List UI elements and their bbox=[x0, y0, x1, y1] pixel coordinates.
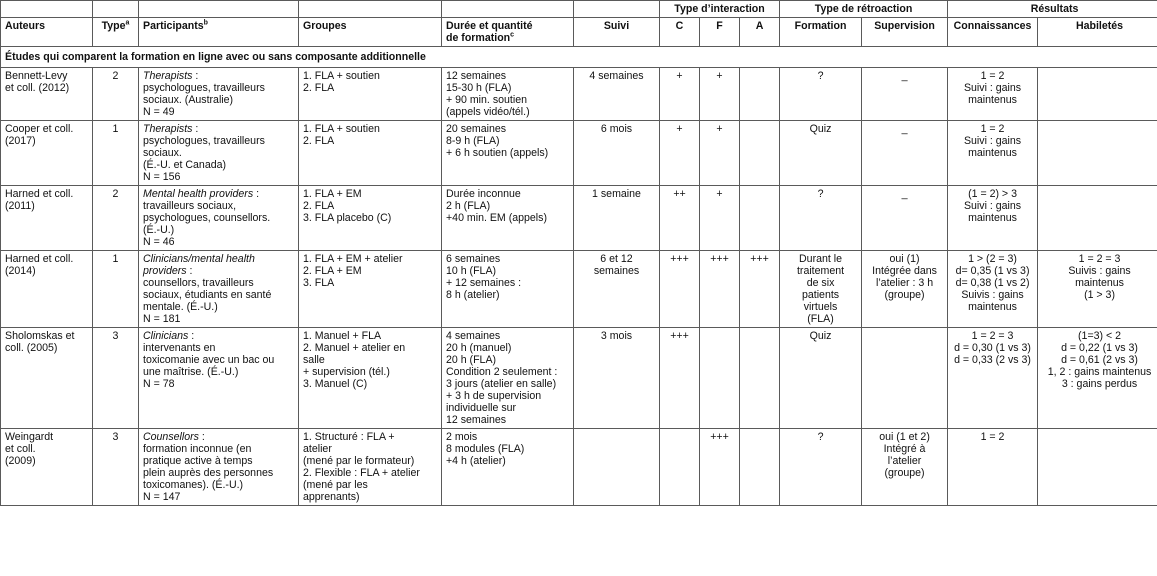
cell-connaissances: 1 = 2 Suivi : gains maintenus bbox=[948, 121, 1038, 186]
cell-type: 2 bbox=[93, 68, 139, 121]
participants-detail: travailleurs sociaux, psychologues, counsellors. (É.-U.) N = 46 bbox=[143, 200, 271, 248]
cell-suivi: 1 semaine bbox=[574, 186, 660, 251]
cell-supervision: oui (1 et 2) Intégré à l’atelier (groupe) bbox=[862, 429, 948, 506]
cell-formation: Durant le traitement de six patients virtuels (FLA) bbox=[780, 251, 862, 328]
cell-a bbox=[740, 186, 780, 251]
cell-c: +++ bbox=[660, 251, 700, 328]
cell-groupes: 1. FLA + EM + atelier 2. FLA + EM 3. FLA bbox=[299, 251, 442, 328]
table-row bbox=[1, 68, 1157, 121]
cell-habiletes: 1 = 2 = 3 Suivis : gains maintenus (1 > 3) bbox=[1038, 251, 1157, 328]
cell-participants bbox=[139, 251, 299, 328]
cell-auteurs: Cooper et coll. (2017) bbox=[1, 121, 93, 186]
col-groupes: Groupes bbox=[299, 18, 442, 47]
cell-a bbox=[740, 121, 780, 186]
participants-colon: : bbox=[192, 70, 199, 82]
col-a: A bbox=[740, 18, 780, 47]
participants-category: Mental health providers bbox=[143, 188, 254, 200]
cell-connaissances: 1 = 2 Suivi : gains maintenus bbox=[948, 68, 1038, 121]
participants-detail: formation inconnue (en pratique active à temps plein auprès des personnes toxicomanes). (É.-U.) N = 147 bbox=[143, 443, 274, 503]
participants-colon: : bbox=[188, 330, 195, 342]
cell-a: +++ bbox=[740, 251, 780, 328]
participants-colon: : bbox=[198, 431, 205, 443]
cell-c bbox=[660, 429, 700, 506]
cell-supervision: _ bbox=[862, 186, 948, 251]
cell-suivi: 4 semaines bbox=[574, 68, 660, 121]
cell-f: + bbox=[700, 121, 740, 186]
cell-formation: ? bbox=[780, 68, 862, 121]
cell-auteurs: Harned et coll. (2014) bbox=[1, 251, 93, 328]
cell-f bbox=[700, 328, 740, 429]
header-results: Résultats bbox=[948, 1, 1157, 18]
col-auteurs: Auteurs bbox=[1, 18, 93, 47]
table-row bbox=[1, 186, 1157, 251]
cell-suivi: 3 mois bbox=[574, 328, 660, 429]
cell-participants bbox=[139, 121, 299, 186]
cell-c: + bbox=[660, 68, 700, 121]
cell-habiletes bbox=[1038, 121, 1157, 186]
cell-a bbox=[740, 429, 780, 506]
cell-type: 3 bbox=[93, 429, 139, 506]
participants-detail: psychologues, travailleurs sociaux. (É.-U. et Canada) N = 156 bbox=[143, 135, 265, 183]
cell-duree: 20 semaines 8-9 h (FLA) + 6 h soutien (appels) bbox=[442, 121, 574, 186]
cell-connaissances: 1 > (2 = 3) d= 0,35 (1 vs 3) d= 0,38 (1 vs 2) Suivis : gains maintenus bbox=[948, 251, 1038, 328]
cell-participants bbox=[139, 328, 299, 429]
cell-formation: ? bbox=[780, 186, 862, 251]
cell-habiletes: (1=3) < 2 d = 0,22 (1 vs 3) d = 0,61 (2 vs 3) 1, 2 : gains maintenus 3 : gains perdus bbox=[1038, 328, 1157, 429]
cell-supervision: _ bbox=[862, 68, 948, 121]
participants-category: Therapists bbox=[143, 123, 193, 135]
cell-c: +++ bbox=[660, 328, 700, 429]
cell-participants bbox=[139, 186, 299, 251]
participants-category: Clinicians bbox=[143, 330, 189, 342]
cell-type: 1 bbox=[93, 121, 139, 186]
cell-connaissances: 1 = 2 bbox=[948, 429, 1038, 506]
cell-auteurs: Harned et coll. (2011) bbox=[1, 186, 93, 251]
col-f: F bbox=[700, 18, 740, 47]
cell-groupes: 1. FLA + EM 2. FLA 3. FLA placebo (C) bbox=[299, 186, 442, 251]
cell-habiletes bbox=[1038, 429, 1157, 506]
header-feedback-type: Type de rétroaction bbox=[780, 1, 948, 18]
section-title: Études qui comparent la formation en ligne avec ou sans composante additionnelle bbox=[1, 47, 1157, 68]
cell-f: + bbox=[700, 68, 740, 121]
cell-groupes: 1. Structuré : FLA + atelier (mené par le formateur) 2. Flexible : FLA + atelier (mené par les apprenants) bbox=[299, 429, 442, 506]
participants-colon: : bbox=[186, 265, 193, 277]
header-column-row bbox=[1, 18, 1157, 47]
cell-suivi: 6 mois bbox=[574, 121, 660, 186]
cell-f: +++ bbox=[700, 251, 740, 328]
cell-habiletes bbox=[1038, 68, 1157, 121]
cell-connaissances: 1 = 2 = 3 d = 0,30 (1 vs 3) d = 0,33 (2 vs 3) bbox=[948, 328, 1038, 429]
cell-groupes: 1. FLA + soutien 2. FLA bbox=[299, 121, 442, 186]
cell-participants bbox=[139, 429, 299, 506]
cell-c: ++ bbox=[660, 186, 700, 251]
participants-detail: counsellors, travailleurs sociaux, étudiants en santé mentale. (É.-U.) N = 181 bbox=[143, 277, 272, 325]
cell-groupes: 1. FLA + soutien 2. FLA bbox=[299, 68, 442, 121]
col-type: Type$^a$ bbox=[93, 18, 139, 47]
cell-groupes: 1. Manuel + FLA 2. Manuel + atelier en salle + supervision (tél.) 3. Manuel (C) bbox=[299, 328, 442, 429]
table-row bbox=[1, 251, 1157, 328]
table-row bbox=[1, 328, 1157, 429]
participants-category: Therapists bbox=[143, 70, 193, 82]
header-group-row bbox=[1, 1, 1157, 18]
col-c: C bbox=[660, 18, 700, 47]
cell-duree: 6 semaines 10 h (FLA) + 12 semaines : 8 h (atelier) bbox=[442, 251, 574, 328]
cell-formation: Quiz bbox=[780, 328, 862, 429]
cell-participants bbox=[139, 68, 299, 121]
cell-f: + bbox=[700, 186, 740, 251]
cell-c: + bbox=[660, 121, 700, 186]
cell-suivi bbox=[574, 429, 660, 506]
cell-auteurs: Weingardt et coll. (2009) bbox=[1, 429, 93, 506]
participants-colon: : bbox=[253, 188, 260, 200]
cell-f: +++ bbox=[700, 429, 740, 506]
col-supervision: Supervision bbox=[862, 18, 948, 47]
col-connaissances: Connaissances bbox=[948, 18, 1038, 47]
cell-habiletes bbox=[1038, 186, 1157, 251]
col-habiletes: Habiletés bbox=[1038, 18, 1157, 47]
cell-auteurs: Bennett-Levy et coll. (2012) bbox=[1, 68, 93, 121]
participants-detail: intervenants en toxicomanie avec un bac ou une maîtrise. (É.-U.) N = 78 bbox=[143, 342, 275, 390]
cell-supervision: oui (1) Intégrée dans l’atelier : 3 h (groupe) bbox=[862, 251, 948, 328]
cell-duree: Durée inconnue 2 h (FLA) +40 min. EM (appels) bbox=[442, 186, 574, 251]
cell-duree: 4 semaines 20 h (manuel) 20 h (FLA) Condition 2 seulement : 3 jours (atelier en salle) + 3 h de supervision individuelle sur 12 semaines bbox=[442, 328, 574, 429]
participants-colon: : bbox=[192, 123, 199, 135]
col-participants: Participants$^b$ bbox=[139, 18, 299, 47]
cell-type: 2 bbox=[93, 186, 139, 251]
cell-type: 1 bbox=[93, 251, 139, 328]
col-suivi: Suivi bbox=[574, 18, 660, 47]
cell-auteurs: Sholomskas et coll. (2005) bbox=[1, 328, 93, 429]
section-row bbox=[1, 47, 1157, 68]
table-row bbox=[1, 121, 1157, 186]
header-interaction-type: Type d’interaction bbox=[660, 1, 780, 18]
cell-duree: 2 mois 8 modules (FLA) +4 h (atelier) bbox=[442, 429, 574, 506]
cell-suivi: 6 et 12 semaines bbox=[574, 251, 660, 328]
cell-supervision: _ bbox=[862, 121, 948, 186]
cell-connaissances: (1 = 2) > 3 Suivi : gains maintenus bbox=[948, 186, 1038, 251]
participants-category: Clinicians/mental health providers bbox=[143, 253, 255, 277]
cell-supervision bbox=[862, 328, 948, 429]
cell-duree: 12 semaines 15-30 h (FLA) + 90 min. soutien (appels vidéo/tél.) bbox=[442, 68, 574, 121]
col-duree: Durée et quantité de formation$^c$ bbox=[442, 18, 574, 47]
cell-a bbox=[740, 328, 780, 429]
participants-category: Counsellors bbox=[143, 431, 199, 443]
participants-detail: psychologues, travailleurs sociaux. (Australie) N = 49 bbox=[143, 82, 265, 118]
cell-type: 3 bbox=[93, 328, 139, 429]
cell-formation: Quiz bbox=[780, 121, 862, 186]
cell-a bbox=[740, 68, 780, 121]
table-row bbox=[1, 429, 1157, 506]
col-formation: Formation bbox=[780, 18, 862, 47]
cell-formation: ? bbox=[780, 429, 862, 506]
